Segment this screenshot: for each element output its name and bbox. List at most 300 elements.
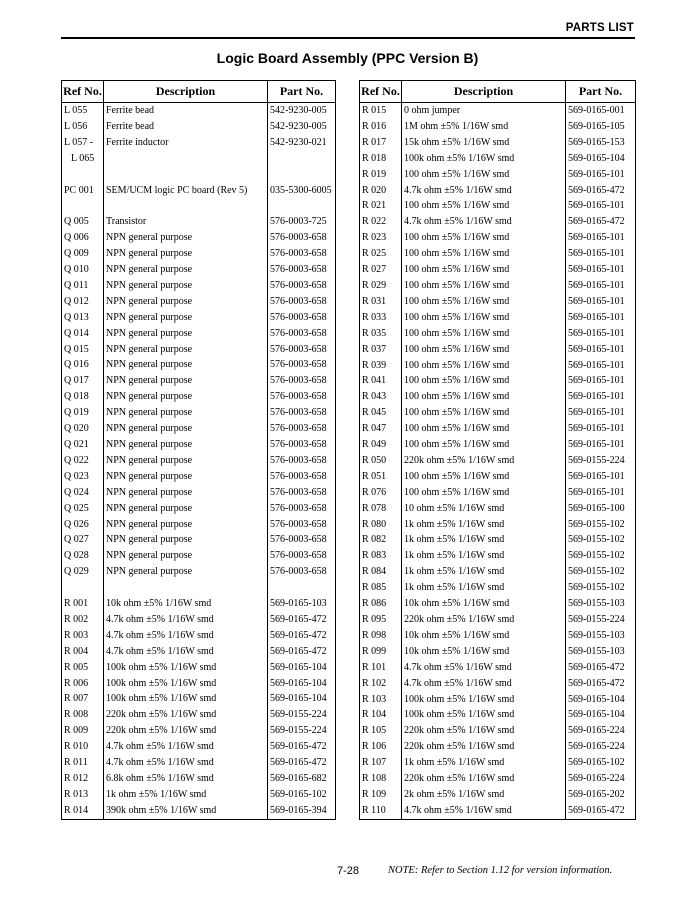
part-number-cell-text: 569-0165-472	[270, 629, 327, 641]
ref-cell-text: Q 017	[64, 375, 89, 387]
description-cell-text: 0 ohm jumper	[404, 105, 461, 116]
table-row	[360, 373, 636, 389]
filler-cell	[104, 819, 268, 820]
table-row	[360, 564, 636, 580]
ref-cell	[360, 167, 402, 183]
part-number-cell-text: 569-0155-224	[270, 709, 327, 721]
table-row	[360, 532, 636, 548]
part-number-cell	[566, 119, 636, 135]
ref-cell	[62, 405, 104, 421]
ref-cell-text: R 080	[362, 518, 387, 530]
part-number-cell-text: 569-0165-101	[568, 391, 625, 403]
ref-cell-text: Q 015	[64, 343, 89, 355]
description-cell-text: 100 ohm ±5% 1/16W smd	[404, 248, 510, 260]
part-number-cell-text: 569-0165-202	[568, 788, 625, 800]
table-row	[62, 707, 336, 723]
part-number-cell	[566, 676, 636, 692]
ref-cell	[62, 469, 104, 485]
part-number-cell	[566, 278, 636, 294]
part-number-cell-text: 576-0003-658	[270, 518, 327, 530]
ref-cell	[62, 437, 104, 453]
ref-cell	[360, 135, 402, 151]
part-number-cell-text: 576-0003-658	[270, 375, 327, 387]
description-cell-text: NPN general purpose	[106, 486, 193, 498]
description-cell-text: NPN general purpose	[106, 534, 193, 546]
ref-cell-text: R 101	[362, 661, 387, 673]
ref-cell	[62, 612, 104, 628]
ref-cell	[360, 628, 402, 644]
table-row	[360, 437, 636, 453]
part-number-cell-text: 569-0165-103	[270, 598, 327, 610]
description-cell	[402, 135, 566, 151]
description-cell	[402, 517, 566, 533]
description-cell-text: 100 ohm ±5% 1/16W smd	[404, 423, 510, 435]
description-cell	[402, 183, 566, 199]
table-row	[62, 676, 336, 692]
part-number-cell	[566, 644, 636, 660]
ref-column-header: Ref No.	[360, 81, 402, 103]
description-cell-text: 100k ohm ±5% 1/16W smd	[106, 677, 217, 689]
description-cell-text: 4.7k ohm ±5% 1/16W smd	[404, 216, 512, 228]
part-number-cell	[566, 771, 636, 787]
table-row	[360, 198, 636, 214]
ref-cell	[360, 262, 402, 278]
part-number-cell-text: 569-0155-103	[568, 645, 625, 657]
table-row	[62, 326, 336, 342]
part-number-cell	[566, 326, 636, 342]
description-cell-text: 220k ohm ±5% 1/16W smd	[106, 709, 217, 721]
table-filler-row	[62, 819, 336, 820]
description-cell	[402, 739, 566, 755]
part-number-cell	[566, 692, 636, 708]
ref-cell-text: R 104	[362, 709, 387, 721]
description-cell	[402, 548, 566, 564]
description-cell	[402, 453, 566, 469]
description-cell-text: 4.7k ohm ±5% 1/16W smd	[106, 613, 214, 625]
part-number-cell	[268, 564, 336, 580]
description-cell	[104, 548, 268, 564]
ref-cell-text: R 005	[64, 661, 89, 673]
table-row	[62, 135, 336, 167]
ref-cell-text: R 086	[362, 598, 387, 610]
part-number-cell	[566, 596, 636, 612]
description-cell-text: 15k ohm ±5% 1/16W smd	[404, 136, 510, 148]
part-number-cell-text: 569-0165-153	[568, 136, 625, 148]
description-cell-text: NPN general purpose	[106, 375, 193, 387]
ref-cell	[360, 294, 402, 310]
table-row	[360, 183, 636, 199]
description-cell	[104, 517, 268, 533]
ref-cell	[62, 278, 104, 294]
part-number-cell-text: 569-0165-101	[568, 343, 625, 355]
part-number-cell	[268, 119, 336, 135]
table-row	[360, 628, 636, 644]
part-number-cell-text: 576-0003-658	[270, 311, 327, 323]
description-cell	[402, 676, 566, 692]
description-cell	[402, 389, 566, 405]
ref-cell-text: Q 021	[64, 439, 89, 450]
table-row	[360, 803, 636, 819]
part-number-cell	[268, 198, 336, 214]
part-number-cell-text: 569-0165-104	[568, 152, 625, 164]
ref-cell-text: R 108	[362, 773, 387, 785]
table-row	[62, 373, 336, 389]
description-cell	[402, 660, 566, 676]
description-cell-text: 2k ohm ±5% 1/16W smd	[404, 788, 505, 800]
description-cell	[104, 278, 268, 294]
table-row	[62, 246, 336, 262]
description-cell	[104, 246, 268, 262]
description-cell	[104, 691, 268, 707]
ref-cell-text: R 014	[64, 804, 89, 816]
description-cell-text: NPN general purpose	[106, 566, 193, 578]
part-number-cell-text: 569-0165-472	[270, 757, 327, 769]
part-number-cell	[268, 405, 336, 421]
description-cell-text: 100k ohm ±5% 1/16W smd	[404, 709, 515, 721]
ref-cell-text: R 021	[362, 200, 387, 212]
description-cell	[402, 596, 566, 612]
ref-cell-text: R 027	[362, 264, 387, 276]
ref-cell-text: Q 009	[64, 248, 89, 260]
description-cell-text: NPN general purpose	[106, 327, 193, 339]
ref-cell-text: R 012	[64, 773, 89, 785]
ref-cell	[360, 676, 402, 692]
ref-cell	[360, 739, 402, 755]
part-number-cell-text: 569-0165-101	[568, 327, 625, 339]
description-cell-text: 4.7k ohm ±5% 1/16W smd	[106, 645, 214, 657]
part-number-cell-text: 569-0165-104	[568, 693, 625, 705]
ref-cell	[360, 596, 402, 612]
ref-cell-text: R 011	[64, 757, 88, 769]
description-cell	[104, 612, 268, 628]
part-number-cell-text: 569-0165-101	[568, 407, 625, 419]
part-number-cell-text: 542-9230-005	[270, 120, 327, 132]
part-number-cell-text: 576-0003-658	[270, 264, 327, 276]
description-cell	[402, 501, 566, 517]
table-row	[360, 596, 636, 612]
table-row	[360, 405, 636, 421]
ref-cell	[360, 787, 402, 803]
part-number-cell	[268, 326, 336, 342]
ref-cell	[62, 183, 104, 199]
part-number-cell	[268, 421, 336, 437]
description-cell-text: Ferrite bead	[106, 105, 155, 116]
description-cell	[402, 326, 566, 342]
table-row	[360, 612, 636, 628]
description-cell	[402, 262, 566, 278]
description-cell-text: 100 ohm ±5% 1/16W smd	[404, 359, 510, 371]
ref-cell-text: R 035	[362, 327, 387, 339]
ref-cell	[62, 357, 104, 373]
description-cell	[402, 342, 566, 358]
description-cell-text: Transistor	[106, 216, 147, 228]
ref-cell-text: R 043	[362, 391, 387, 403]
ref-cell	[62, 517, 104, 533]
description-cell	[402, 612, 566, 628]
description-cell-text: 6.8k ohm ±5% 1/16W smd	[106, 773, 214, 785]
ref-cell-text: R 084	[362, 566, 387, 578]
part-number-cell-text: 569-0165-224	[568, 773, 625, 785]
ref-cell-text: R 039	[362, 359, 387, 371]
part-number-cell	[268, 660, 336, 676]
description-cell	[402, 628, 566, 644]
part-number-cell	[566, 167, 636, 183]
table-row	[360, 214, 636, 230]
ref-cell-text: R 105	[362, 725, 387, 737]
description-cell	[104, 628, 268, 644]
description-cell-text: 100 ohm ±5% 1/16W smd	[404, 295, 510, 307]
part-number-cell-text: 576-0003-658	[270, 248, 327, 260]
table-row	[62, 517, 336, 533]
table-row	[360, 676, 636, 692]
part-number-cell	[566, 389, 636, 405]
description-cell-text: 1k ohm ±5% 1/16W smd	[404, 550, 505, 562]
part-number-cell-text: 576-0003-658	[270, 407, 327, 419]
description-cell-text: 390k ohm ±5% 1/16W smd	[106, 804, 217, 816]
page-title: Logic Board Assembly (PPC Version B)	[216, 50, 479, 66]
part-number-cell-text: 576-0003-658	[270, 566, 327, 578]
part-number-cell-text: 569-0165-472	[270, 741, 327, 753]
part-number-cell	[566, 373, 636, 389]
section-label: PARTS LIST	[565, 22, 634, 34]
part-number-cell-text: 569-0165-472	[568, 804, 625, 816]
ref-cell	[62, 628, 104, 644]
part-number-cell-text: 569-0165-101	[568, 439, 625, 451]
description-cell-text: NPN general purpose	[106, 248, 193, 260]
ref-cell	[62, 119, 104, 135]
description-cell-text: 100 ohm ±5% 1/16W smd	[404, 391, 510, 403]
description-cell	[402, 437, 566, 453]
ref-cell-text: R 099	[362, 645, 387, 657]
part-number-cell	[268, 548, 336, 564]
ref-cell	[360, 723, 402, 739]
ref-cell	[360, 692, 402, 708]
table-row	[360, 485, 636, 501]
table-row	[360, 230, 636, 246]
part-number-cell	[268, 167, 336, 183]
ref-column-header: Ref No.	[62, 81, 104, 103]
description-cell-text: 100 ohm ±5% 1/16W smd	[404, 407, 510, 419]
ref-cell	[62, 310, 104, 326]
table-row	[62, 167, 336, 183]
ref-cell	[360, 326, 402, 342]
ref-cell-text: Q 024	[64, 486, 89, 498]
part-number-cell-text: 569-0165-472	[270, 613, 327, 625]
table-row	[360, 278, 636, 294]
description-cell-text: 1k ohm ±5% 1/16W smd	[404, 566, 505, 578]
ref-cell-text: Q 014	[64, 327, 89, 339]
part-number-cell-text: 569-0165-472	[270, 645, 327, 657]
part-number-cell-text: 542-9230-021	[270, 136, 327, 148]
part-number-cell	[566, 628, 636, 644]
table-row	[62, 660, 336, 676]
description-cell-text: SEM/UCM logic PC board (Rev 5)	[106, 184, 248, 196]
ref-cell	[62, 389, 104, 405]
ref-cell	[360, 485, 402, 501]
part-number-cell	[566, 358, 636, 374]
description-cell-text: 10k ohm ±5% 1/16W smd	[106, 598, 212, 610]
ref-cell	[360, 755, 402, 771]
table-row	[62, 596, 336, 612]
table-row	[360, 580, 636, 596]
table-row	[62, 437, 336, 453]
part-number-cell	[268, 723, 336, 739]
description-cell	[402, 803, 566, 819]
table-row	[62, 771, 336, 787]
table-row	[62, 755, 336, 771]
description-cell	[402, 787, 566, 803]
description-cell	[402, 230, 566, 246]
description-cell-text: 1k ohm ±5% 1/16W smd	[404, 534, 505, 546]
part-number-cell-text: 576-0003-658	[270, 454, 327, 466]
ref-cell-text: R 051	[362, 470, 387, 482]
part-number-cell	[566, 183, 636, 199]
part-number-cell-text: 035-5300-6005	[270, 184, 332, 196]
ref-cell-text: R 109	[362, 788, 387, 800]
table-row	[360, 135, 636, 151]
table-row	[360, 103, 636, 119]
part-number-cell	[268, 246, 336, 262]
ref-cell	[360, 119, 402, 135]
description-cell-text: 10 ohm ±5% 1/16W smd	[404, 502, 505, 514]
ref-cell-text: R 050	[362, 454, 387, 466]
table-row	[62, 405, 336, 421]
part-number-cell	[268, 453, 336, 469]
ref-cell	[62, 294, 104, 310]
ref-cell	[62, 421, 104, 437]
description-cell	[402, 532, 566, 548]
ref-cell	[360, 405, 402, 421]
ref-cell-text: Q 028	[64, 550, 89, 562]
part-number-cell-text: 569-0165-101	[568, 248, 625, 260]
table-row	[360, 787, 636, 803]
ref-cell	[360, 421, 402, 437]
description-column-header: Description	[104, 81, 268, 103]
part-number-cell	[268, 230, 336, 246]
description-cell-text: 220k ohm ±5% 1/16W smd	[404, 614, 515, 625]
ref-cell-text: R 033	[362, 311, 387, 323]
ref-cell	[360, 246, 402, 262]
description-cell	[402, 198, 566, 214]
description-cell-text: 220k ohm ±5% 1/16W smd	[404, 454, 515, 466]
table-row	[62, 357, 336, 373]
table-row	[360, 739, 636, 755]
ref-cell-text: Q 016	[64, 359, 89, 371]
table-row	[360, 358, 636, 374]
ref-cell-text: R 015	[362, 105, 387, 116]
part-number-cell	[566, 532, 636, 548]
ref-cell	[62, 771, 104, 787]
ref-cell-text: L 056	[64, 120, 88, 132]
ref-cell	[62, 103, 104, 119]
part-number-cell	[268, 103, 336, 119]
part-number-cell	[268, 310, 336, 326]
ref-cell	[62, 691, 104, 707]
part-number-cell-text: 569-0165-224	[568, 725, 625, 737]
part-column-header: Part No.	[566, 81, 636, 103]
part-number-cell	[566, 469, 636, 485]
description-cell	[104, 214, 268, 230]
ref-cell	[360, 198, 402, 214]
description-cell-text: 100 ohm ±5% 1/16W smd	[404, 279, 510, 291]
table-row	[62, 612, 336, 628]
ref-cell	[62, 167, 104, 183]
ref-cell-text: Q 013	[64, 311, 89, 323]
part-number-cell-text: 569-0165-224	[568, 741, 625, 753]
description-cell-text: NPN general purpose	[106, 359, 193, 371]
part-number-cell	[566, 246, 636, 262]
part-number-cell	[268, 644, 336, 660]
ref-cell-text: R 037	[362, 343, 387, 355]
table-row	[62, 564, 336, 580]
table-row	[360, 644, 636, 660]
table-row	[62, 183, 336, 199]
description-cell	[104, 342, 268, 358]
description-cell-text: 1k ohm ±5% 1/16W smd	[404, 757, 505, 769]
description-cell-text: 4.7k ohm ±5% 1/16W smd	[106, 741, 214, 753]
ref-cell	[62, 262, 104, 278]
description-cell-text: NPN general purpose	[106, 343, 193, 355]
description-cell-text: 4.7k ohm ±5% 1/16W smd	[404, 184, 512, 196]
description-cell-text: 4.7k ohm ±5% 1/16W smd	[404, 804, 512, 816]
part-number-cell	[268, 357, 336, 373]
ref-cell-text: Q 018	[64, 391, 89, 403]
ref-cell	[360, 373, 402, 389]
description-cell	[402, 310, 566, 326]
part-number-cell-text: 569-0165-101	[568, 375, 625, 387]
part-number-cell	[268, 787, 336, 803]
ref-cell-text: R 049	[362, 439, 387, 451]
ref-cell	[62, 707, 104, 723]
description-cell	[402, 644, 566, 660]
description-cell-text: 1k ohm ±5% 1/16W smd	[404, 582, 505, 594]
part-number-cell-text: 569-0165-101	[568, 311, 625, 323]
part-number-cell-text: 576-0003-658	[270, 486, 327, 498]
part-number-cell	[268, 739, 336, 755]
table-row	[360, 326, 636, 342]
ref-cell	[360, 612, 402, 628]
description-cell	[402, 469, 566, 485]
ref-cell-text: R 083	[362, 550, 387, 562]
description-column-header: Description	[402, 81, 566, 103]
ref-cell	[360, 151, 402, 167]
description-cell-text: NPN general purpose	[106, 311, 193, 323]
description-cell	[104, 167, 268, 183]
part-number-cell-text: 576-0003-658	[270, 391, 327, 403]
description-cell-text: 4.7k ohm ±5% 1/16W smd	[404, 661, 512, 673]
ref-cell-text: R 076	[362, 486, 387, 498]
part-number-cell	[566, 564, 636, 580]
part-number-cell	[566, 437, 636, 453]
description-cell	[402, 707, 566, 723]
description-cell	[104, 676, 268, 692]
table-row	[62, 469, 336, 485]
description-cell-text: NPN general purpose	[106, 439, 193, 450]
description-cell	[402, 692, 566, 708]
filler-cell	[360, 819, 402, 820]
table-row	[360, 294, 636, 310]
ref-cell-text: Q 010	[64, 264, 89, 276]
part-number-cell-text: 569-0165-682	[270, 773, 327, 785]
description-cell-text: NPN general purpose	[106, 264, 193, 276]
table-row	[360, 707, 636, 723]
description-cell	[402, 119, 566, 135]
ref-cell	[62, 676, 104, 692]
description-cell	[104, 453, 268, 469]
ref-cell-text: R 008	[64, 709, 89, 721]
description-cell	[402, 103, 566, 119]
header-divider	[61, 37, 635, 39]
